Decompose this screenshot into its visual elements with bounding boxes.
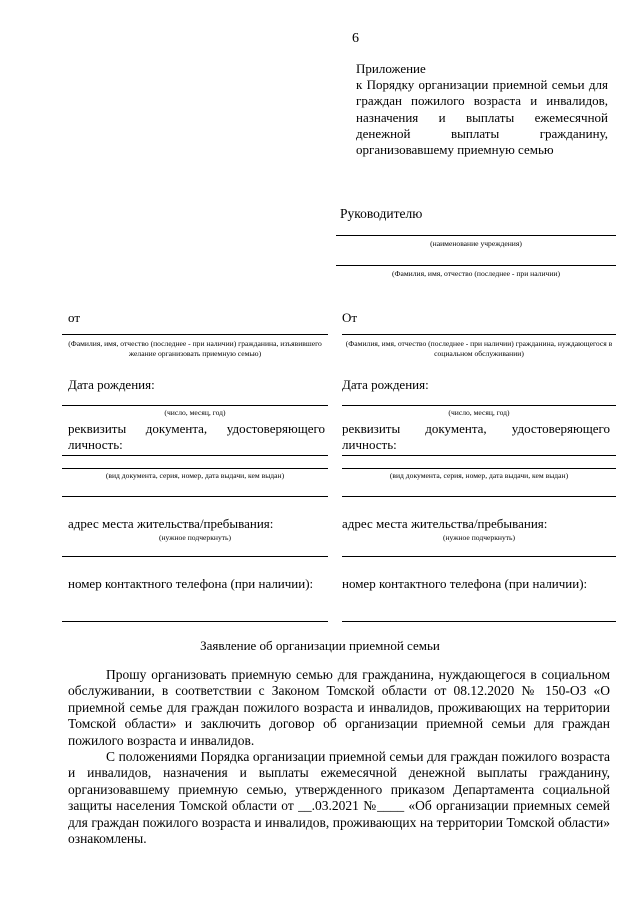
statement-title: Заявление об организации приемной семьи bbox=[200, 638, 440, 653]
head-fio-line bbox=[336, 265, 616, 266]
recipient-address-line bbox=[342, 556, 616, 557]
statement-paragraph-1: Прошу организовать приемную семью для гражданина, нуждающегося в социальном обслуживании, в соответствии с Законом Томской области от 08.12.2020 № 150-ОЗ «О приемной семье для граждан пожилого возраста и инвалидов, проживающих на территории Томской области» и заключить договор об организации приемной семьи для граждан пожилого возраста и инвалидов. bbox=[68, 667, 610, 748]
appendix-text: к Порядку организации приемной семьи для граждан пожилого возраста и инвалидов, назначения и выплаты ежемесячной денежной выплаты гражданину, организовавшему приемную семью bbox=[356, 77, 608, 158]
recipient-address-caption: (нужное подчеркнуть) bbox=[442, 533, 516, 542]
appendix-block bbox=[356, 61, 608, 158]
institution-line bbox=[336, 235, 616, 236]
recipient-fio-caption: (Фамилия, имя, отчество (последнее - при наличии) гражданина, нуждающегося в социальном обслуживании) bbox=[345, 339, 613, 358]
applicant-doc-label: реквизиты документа, удостоверяющего личность: bbox=[68, 421, 325, 452]
applicant-phone-line bbox=[62, 621, 328, 622]
applicant-fio-line bbox=[62, 334, 328, 335]
applicant-doc-caption: (вид документа, серия, номер, дата выдачи, кем выдан) bbox=[105, 471, 285, 480]
recipient-birth-caption: (число, месяц, год) bbox=[448, 408, 510, 417]
recipient-phone-label: номер контактного телефона (при наличии): bbox=[342, 576, 588, 591]
applicant-address-label: адрес места жительства/пребывания: bbox=[68, 516, 274, 531]
recipient-doc-line-2 bbox=[342, 468, 616, 469]
applicant-birth-caption: (число, месяц, год) bbox=[164, 408, 226, 417]
recipient-doc-line-3 bbox=[342, 496, 616, 497]
applicant-doc-line-3 bbox=[62, 496, 328, 497]
applicant-birth-label: Дата рождения: bbox=[68, 377, 155, 392]
institution-caption: (наименование учреждения) bbox=[430, 239, 522, 248]
applicant-fio-caption: (Фамилия, имя, отчество (последнее - при наличии) гражданина, изъявившего желание организовать приемную семью) bbox=[68, 339, 322, 358]
recipient-birth-line bbox=[342, 405, 616, 406]
recipient-birth-label: Дата рождения: bbox=[342, 377, 429, 392]
recipient-fio-line bbox=[342, 334, 616, 335]
addressee-label: Руководителю bbox=[340, 206, 423, 221]
recipient-doc-caption: (вид документа, серия, номер, дата выдачи, кем выдан) bbox=[389, 471, 569, 480]
page-number: 6 bbox=[352, 31, 359, 46]
applicant-doc-line-2 bbox=[62, 468, 328, 469]
recipient-from-label: От bbox=[342, 310, 358, 325]
appendix-title: Приложение bbox=[356, 61, 426, 76]
head-fio-caption: (Фамилия, имя, отчество (последнее - при наличии) bbox=[391, 269, 561, 278]
recipient-phone-line bbox=[342, 621, 616, 622]
statement-paragraph-2: С положениями Порядка организации приемной семьи для граждан пожилого возраста и инвалидов, назначения и выплаты ежемесячной денежной выплаты гражданину, организовавшему приемную семью, утвержденного приказом Департамента социальной защиты населения Томской области от __.03.2021 №____ «Об организации приемных семей для граждан пожилого возраста и инвалидов, проживающих на территории Томской области» ознакомлены. bbox=[68, 749, 610, 847]
applicant-birth-line bbox=[62, 405, 328, 406]
applicant-address-caption: (нужное подчеркнуть) bbox=[158, 533, 232, 542]
recipient-address-label: адрес места жительства/пребывания: bbox=[342, 516, 548, 531]
applicant-from-label: от bbox=[68, 310, 81, 325]
recipient-doc-line-1 bbox=[342, 455, 616, 456]
applicant-address-line bbox=[62, 556, 328, 557]
applicant-phone-label: номер контактного телефона (при наличии): bbox=[68, 576, 314, 591]
applicant-doc-line-1 bbox=[62, 455, 328, 456]
recipient-doc-label: реквизиты документа, удостоверяющего личность: bbox=[342, 421, 610, 452]
